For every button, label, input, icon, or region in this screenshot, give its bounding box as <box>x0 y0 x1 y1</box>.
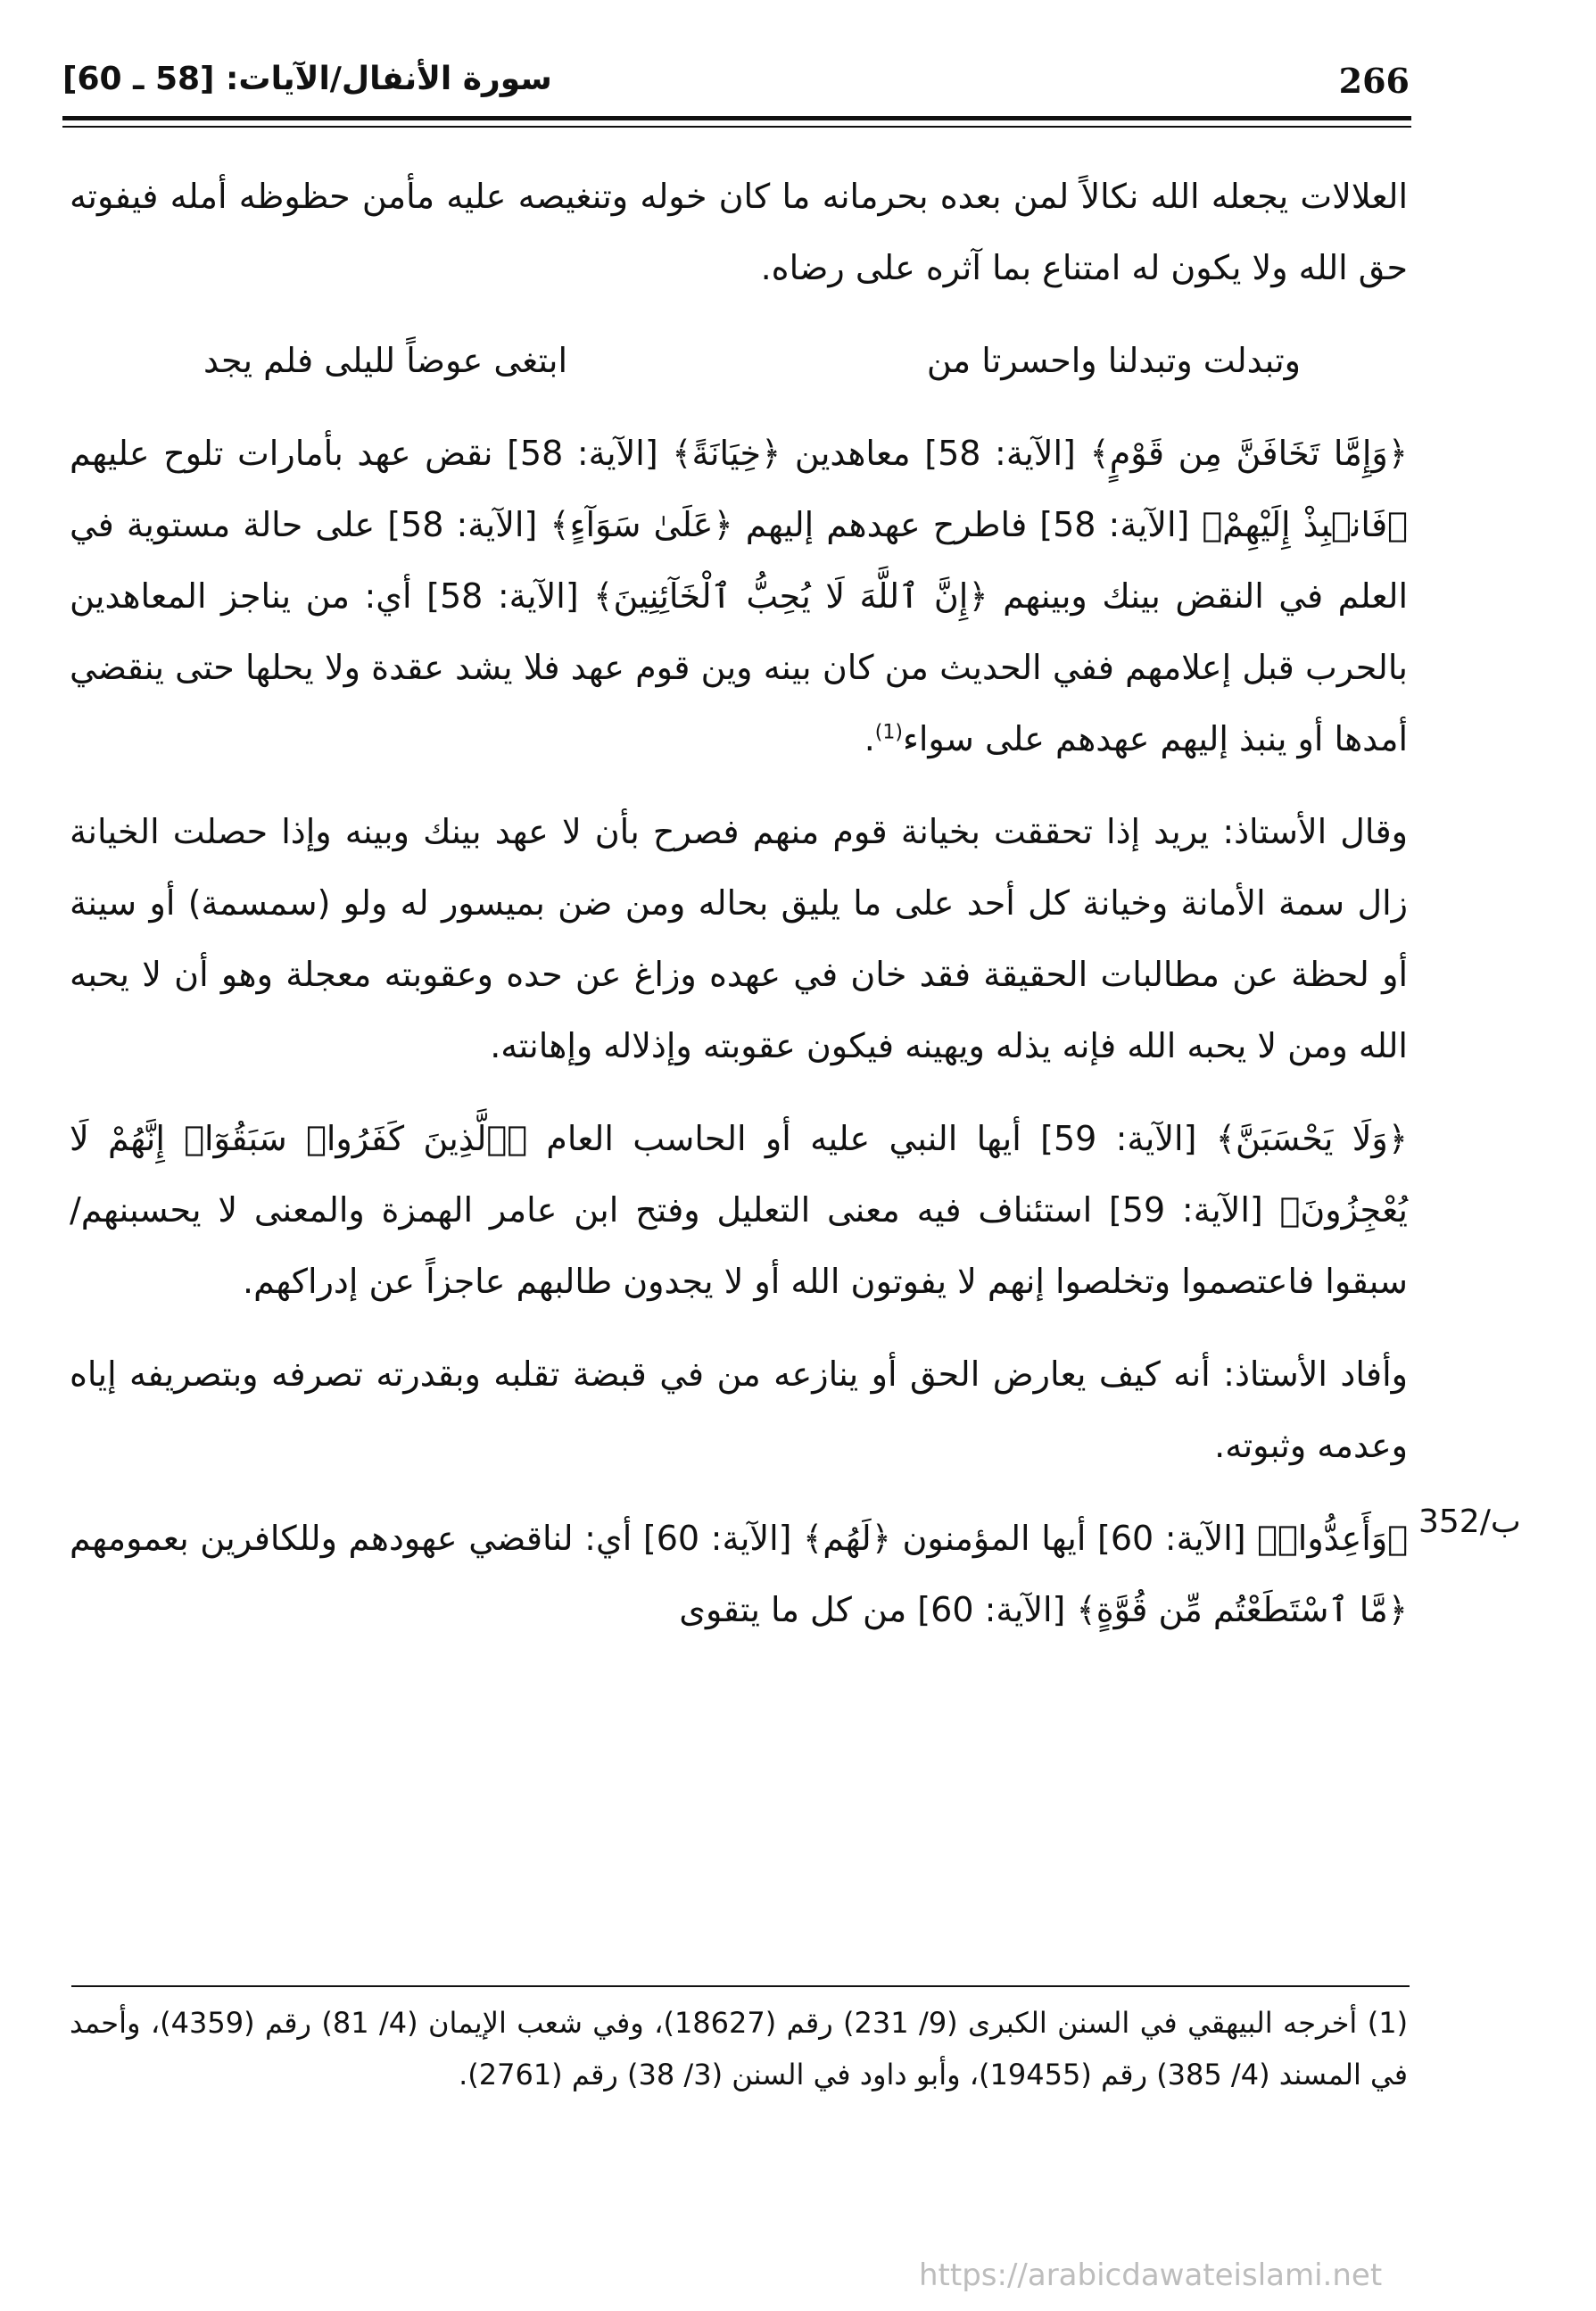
running-title: سورة الأنفال/الآيات: [58 ـ 60] <box>62 61 552 97</box>
watermark-url: https://arabicdawateislami.net <box>919 2257 1383 2293</box>
paragraph-3: وقال الأستاذ: يريد إذا تحققت بخيانة قوم منهم فصرح بأن لا عهد بينك وبينه وإذا حصلت الخيانة زال سمة الأمانة وخيانة كل أحد على ما يليق بحاله ومن ضن بميسور له ولو (سمسمة) أو سينة أو لحظة عن مطالبات الحقيقة فقد خان في عهده وزاغ عن حده وعقوبته معجلة وهو أن لا يحبه الله ومن لا يحبه الله فإنه يذله ويهينه فيكون عقوبته وإذلاله وإهانته. <box>70 812 1408 1065</box>
header-rule-thin <box>62 126 1411 128</box>
paragraph-4: ﴿وَلَا يَحْسَبَنَّ﴾ [الآية: 59] أيها النبي عليه أو الحاسب العام ﴿ٱلَّذِينَ كَفَرُوا۟ سَبَقُوٓا۟ إِنَّهُمْ لَا يُعْجِزُونَ﴾ [الآية: 59] استئناف فيه معنى التعليل وفتح ابن عامر الهمزة والمعنى لا يحسبنهم/ سبقوا فاعتصموا وتخلصوا إنهم لا يفوتون الله أو لا يجدون طالبهم عاجزاً عن إدراكهم. <box>70 1119 1409 1301</box>
header-rule-thick <box>62 116 1411 120</box>
paragraph-2-end: . <box>864 719 875 758</box>
footnotes <box>70 1997 1408 2100</box>
paragraph-1: العلالات يجعله الله نكالاً لمن بعده بحرمانه ما كان خوله وتنغيصه عليه مأمن حظوظه أمله فيفوته حق الله ولا يكون له امتناع بما آثره على رضاه. <box>70 177 1408 287</box>
footnote-separator <box>71 1985 1410 1987</box>
main-text <box>70 161 1408 1667</box>
page-header <box>62 55 1410 118</box>
verse-hemistich-right: وتبدلت وتبدلنا واحسرتا من <box>926 341 1301 380</box>
paragraph-6: ﴿وَأَعِدُّوا۟﴾ [الآية: 60] أيها المؤمنون ﴿لَهُم﴾ [الآية: 60] أي: لناقضي عهودهم وللكافرين بعمومهم ﴿مَّا ٱسْتَطَعْتُم مِّن قُوَّةٍ﴾ [الآية: 60] من كل ما يتقوى <box>70 1519 1409 1629</box>
page-number: 266 <box>1338 61 1410 101</box>
paragraph-2-text: ﴿وَإِمَّا تَخَافَنَّ مِن قَوْمٍ﴾ [الآية: 58] معاهدين ﴿خِيَانَةً﴾ [الآية: 58] نقض عهد بأمارات تلوح عليهم ﴿فَانۢبِذْ إِلَيْهِمْ﴾ [الآية: 58] فاطرح عهدهم إليهم ﴿عَلَىٰ سَوَآءٍ﴾ [الآية: 58] على حالة مستوية في العلم في النقض بينك وبينهم ﴿إِنَّ ٱللَّهَ لَا يُحِبُّ ٱلْخَآئِنِينَ﴾ [الآية: 58] أي: من يناجز المعاهدين بالحرب قبل إعلامهم ففي الحديث من كان بينه وين قوم عهد فلا يشد عقدة ولا يحلها حتى ينقضي أمدها أو ينبذ إليهم عهدهم على سواء <box>70 434 1409 758</box>
verse-hemistich-left: ابتغى عوضاً لليلى فلم يجد <box>203 341 568 380</box>
footnote-marker-1[interactable]: (1) <box>874 721 903 744</box>
poetry-verse <box>70 325 1408 396</box>
paragraph-5: وأفاد الأستاذ: أنه كيف يعارض الحق أو ينازعه من في قبضة تقلبه وبقدرته تصرفه وبتصريفه إياه وعدمه وثبوته. <box>70 1354 1408 1465</box>
footnote-1: (1) أخرجه البيهقي في السنن الكبرى (9/ 231) رقم (18627)، وفي شعب الإيمان (4/ 81) رقم (4359)، وأحمد في المسند (4/ 385) رقم (19455)، وأبو داود في السنن (3/ 38) رقم (2761). <box>70 2006 1409 2091</box>
manuscript-folio-marker: 352/ب <box>1418 1503 1521 1540</box>
paragraph-2 <box>70 418 1408 774</box>
